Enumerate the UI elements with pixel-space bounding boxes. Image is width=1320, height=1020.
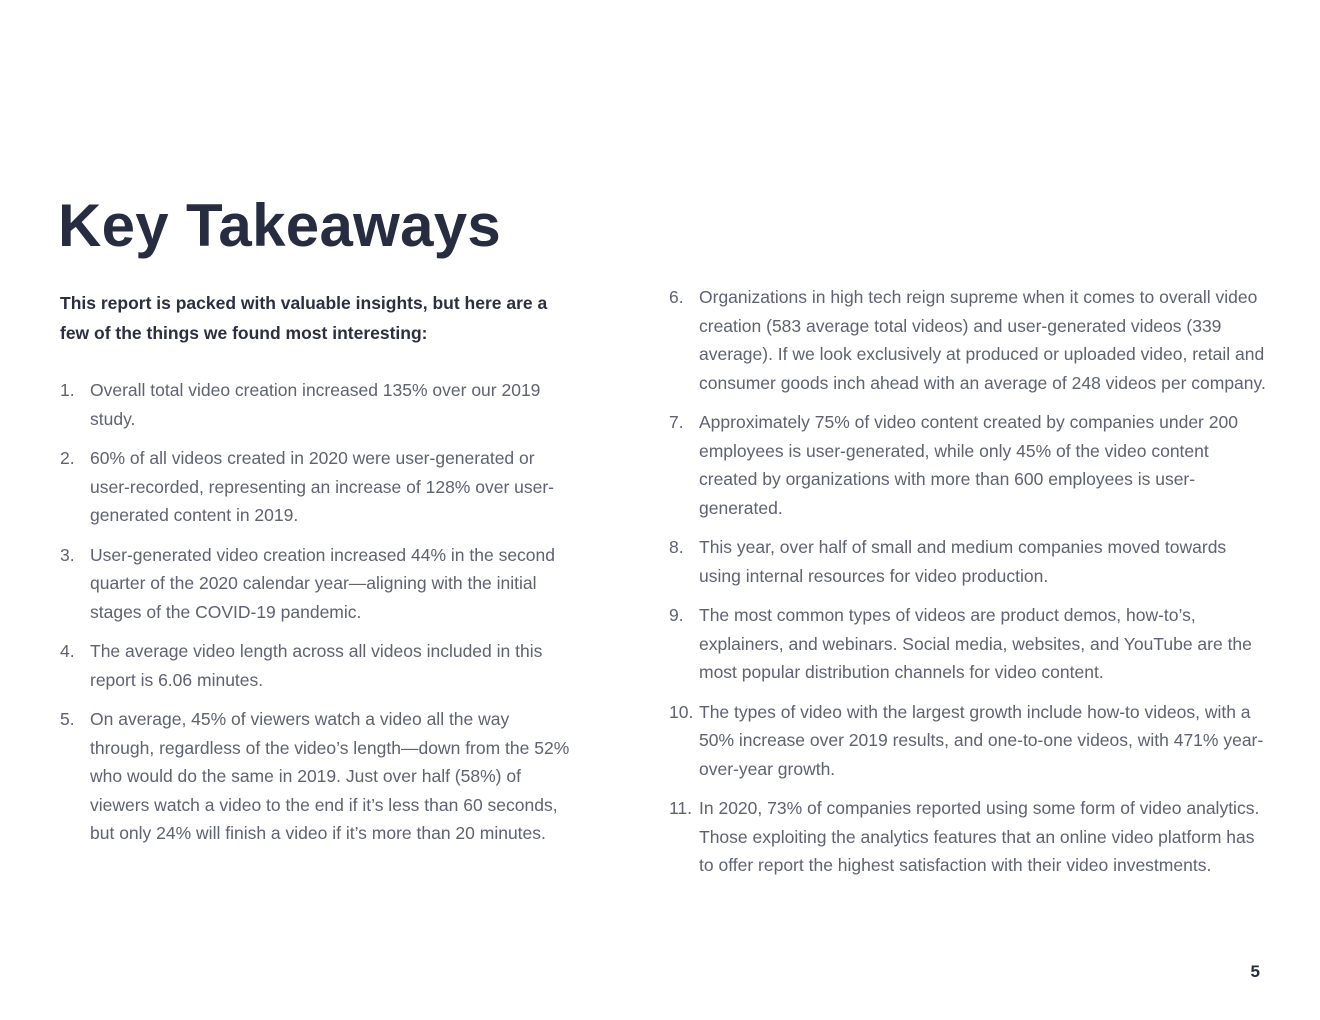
takeaway-item (60, 637, 575, 694)
takeaway-text: On average, 45% of viewers watch a video all the way through, regardless of the video’s length—down from the 52% who would do the same in 2019. Just over half (58%) of viewers watch a video to the end if it’s less than 60 seconds, but only 24% will finish a video if it’s more than 20 minutes. (90, 709, 570, 843)
takeaway-number: 2. (60, 448, 75, 468)
takeaway-item (669, 794, 1269, 880)
takeaway-item (60, 376, 575, 433)
takeaway-text: Organizations in high tech reign supreme when it comes to overall video creation (583 average total videos) and user-generated videos (339 average). If we look exclusively at produced or uploaded video, retail and consumer goods inch ahead with an average of 248 videos per company. (699, 287, 1266, 393)
takeaway-item (669, 283, 1269, 397)
intro-paragraph: This report is packed with valuable insights, but here are a few of the things we found most interesting: (60, 293, 548, 343)
takeaway-item (60, 705, 575, 848)
takeaway-text: In 2020, 73% of companies reported using some form of video analytics. Those exploiting the analytics features that an online video platform has to offer report the highest satisfaction with their video investments. (699, 798, 1260, 875)
takeaway-text: Overall total video creation increased 135% over our 2019 study. (90, 380, 541, 429)
takeaway-text: 60% of all videos created in 2020 were user-generated or user-recorded, representing an increase of 128% over user-generated content in 2019. (90, 448, 554, 525)
takeaway-item (669, 408, 1269, 522)
takeaway-item (669, 601, 1269, 687)
takeaway-number: 10. (669, 701, 694, 722)
takeaway-number: 5. (60, 709, 75, 729)
takeaway-item (669, 533, 1269, 590)
takeaway-number: 3. (60, 544, 75, 565)
page-title: Key Takeaways (58, 192, 502, 259)
takeaway-text: This year, over half of small and medium companies moved towards using internal resources for video production. (699, 537, 1227, 586)
takeaway-number: 4. (60, 641, 75, 661)
takeaway-item (60, 444, 575, 530)
takeaway-number: 1. (60, 380, 75, 400)
takeaways-list-right (669, 283, 1269, 891)
takeaway-text: The average video length across all videos included in this report is 6.06 minutes. (90, 641, 543, 690)
takeaway-item (60, 541, 575, 627)
takeaway-number: 6. (669, 287, 684, 307)
takeaway-number: 9. (669, 605, 684, 625)
takeaway-text: Approximately 75% of video content created by companies under 200 employees is user-generated, while only 45% of the video content created by organizations with more than 600 employees is user-generated. (699, 412, 1238, 518)
takeaway-text: The most common types of videos are product demos, how-to’s, explainers, and webinars. Social media, websites, and YouTube are the most popular distribution channels for video content. (699, 605, 1252, 682)
takeaway-number: 8. (669, 537, 684, 557)
takeaway-number: 7. (669, 412, 684, 432)
takeaway-item (669, 698, 1269, 784)
page-number: 5 (1250, 962, 1260, 981)
takeaway-text: The types of video with the largest growth include how-to videos, with a 50% increase over 2019 results, and one-to-one videos, with 471% year-over-year growth. (699, 701, 1264, 779)
takeaway-number: 11. (669, 798, 693, 818)
takeaways-list-left (60, 376, 575, 859)
takeaway-text: User-generated video creation increased 44% in the second quarter of the 2020 calendar year—aligning with the initial stages of the COVID-19 pandemic. (90, 544, 556, 622)
